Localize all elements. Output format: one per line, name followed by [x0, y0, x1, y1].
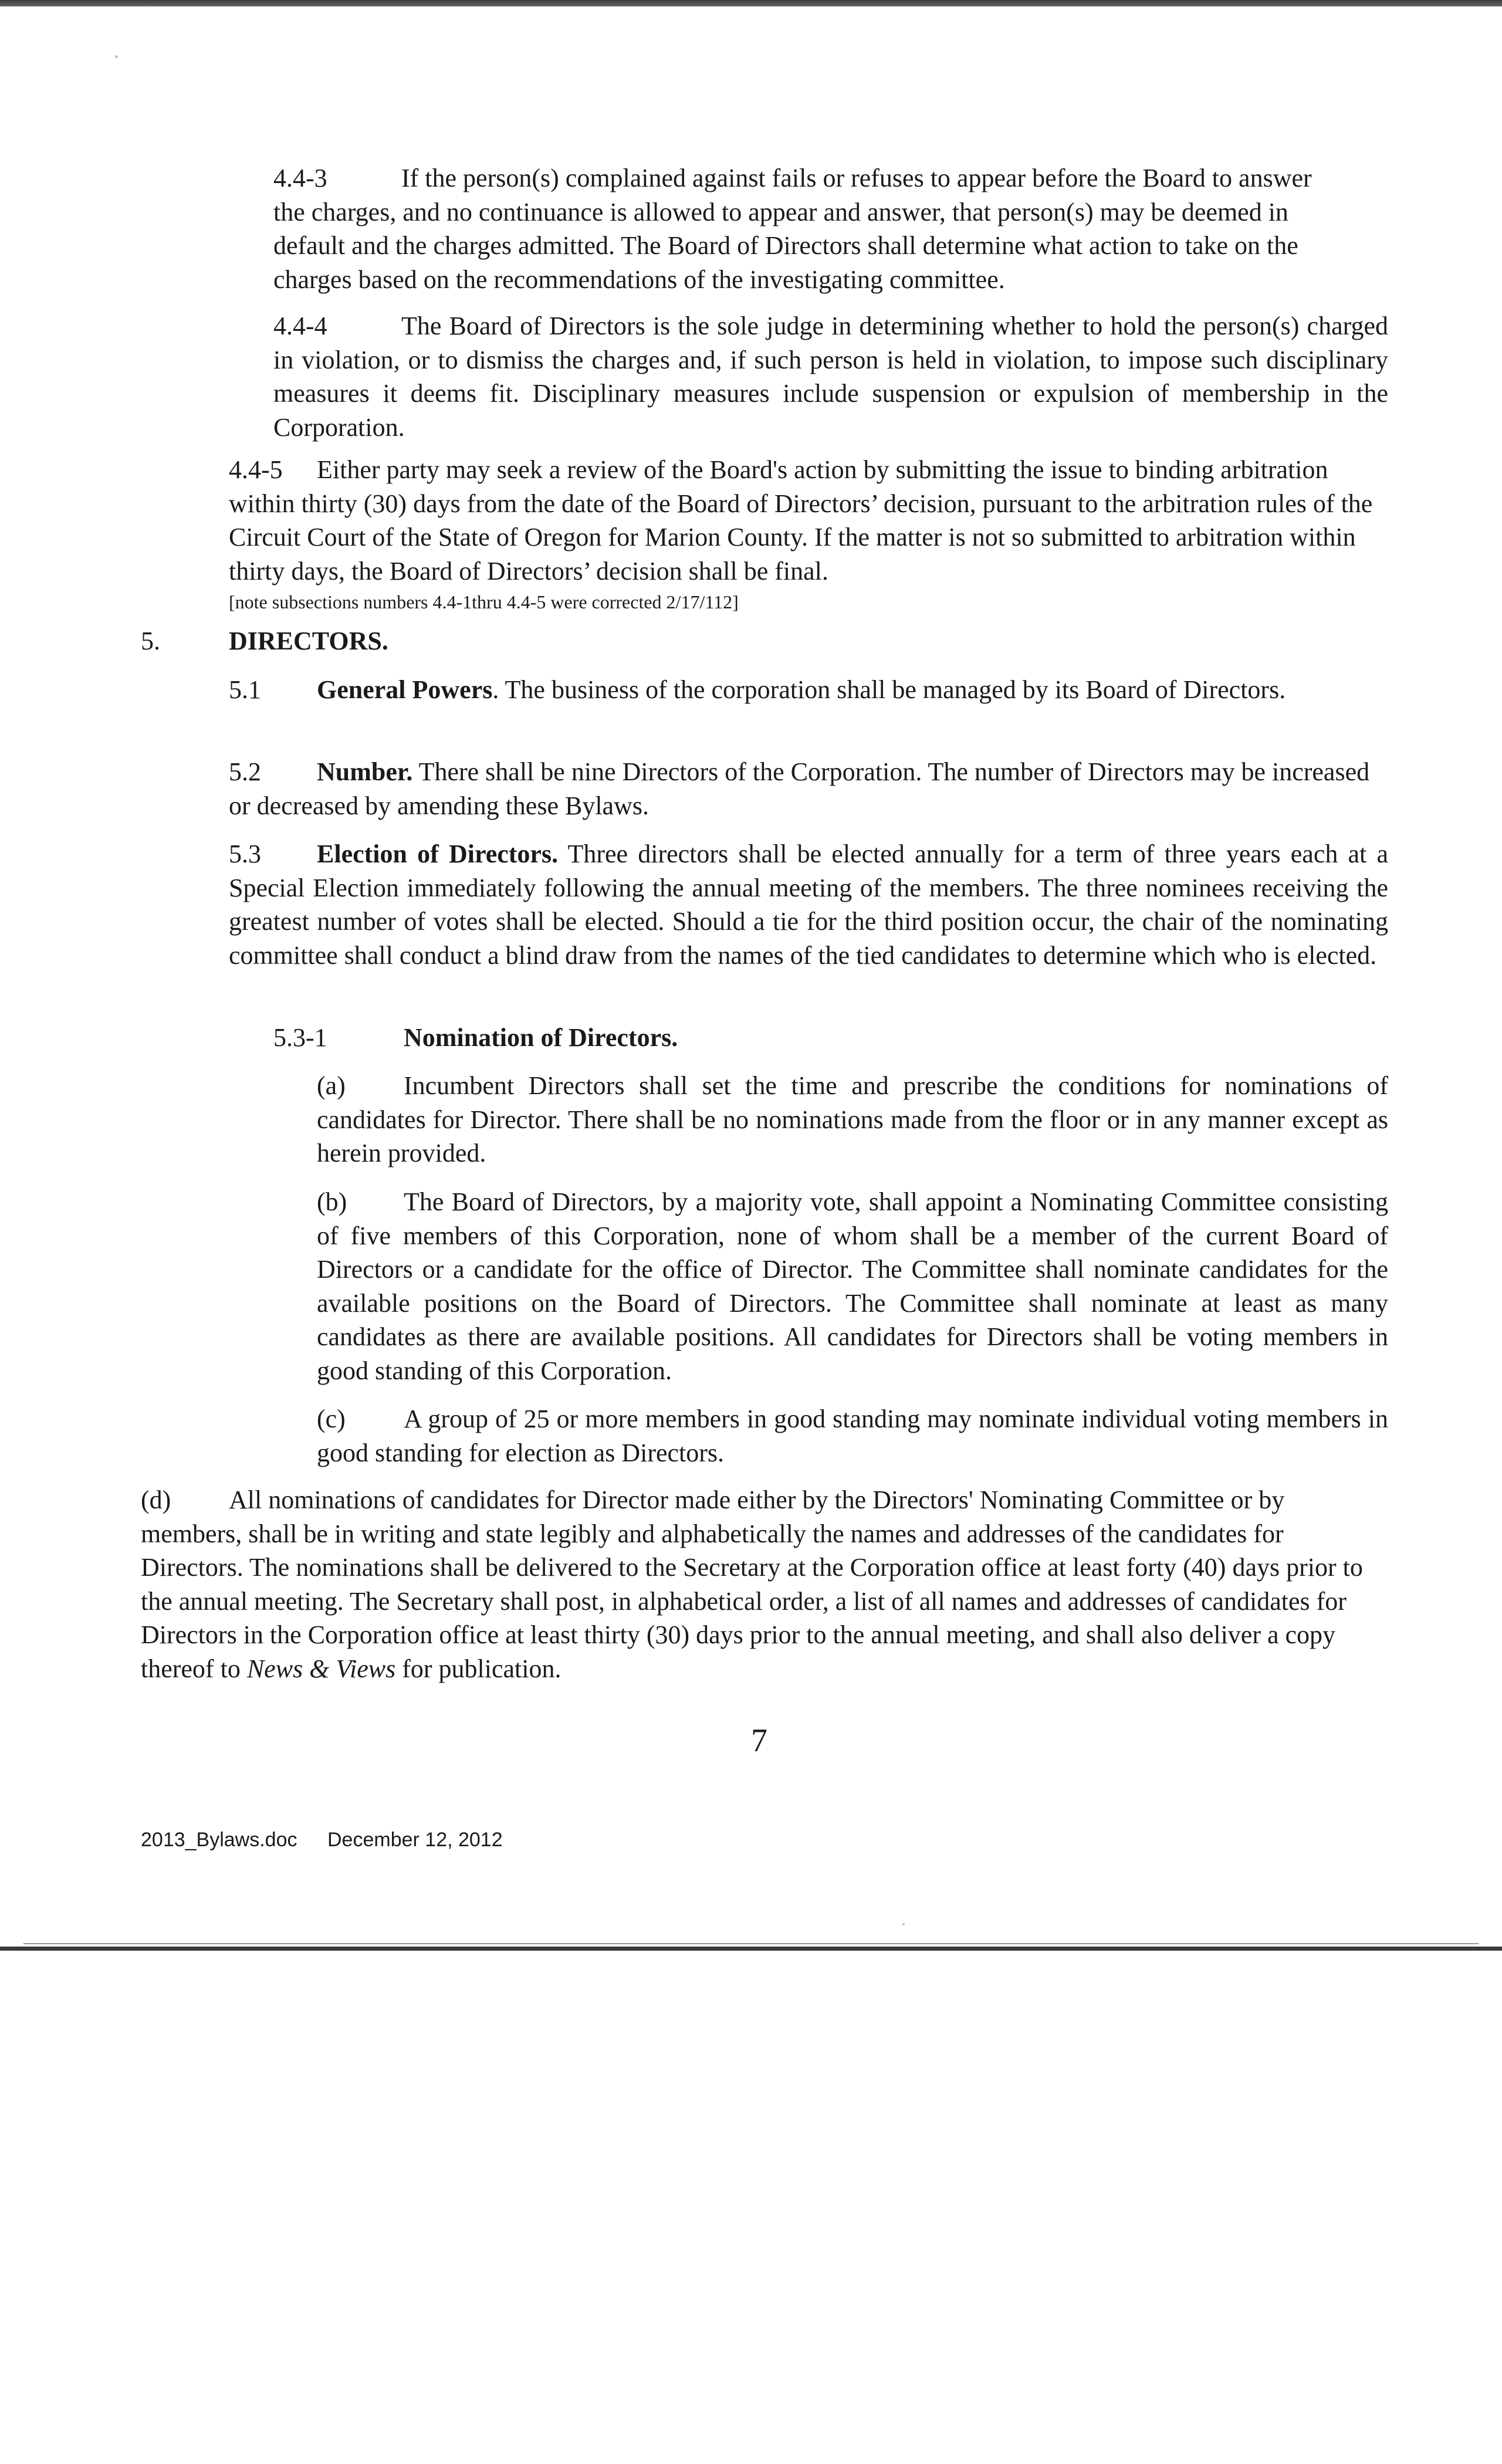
- section-5-1: [229, 673, 1388, 707]
- section-5-3-1: [273, 1021, 1212, 1055]
- publication-title: News & Views: [246, 1654, 396, 1683]
- section-5-heading: [141, 624, 845, 658]
- section-number: 5.3-1: [273, 1023, 327, 1052]
- item-label: (d): [141, 1485, 171, 1514]
- correction-note: [note subsections numbers 4.4-1thru 4.4-5 were corrected 2/17/112]: [229, 591, 739, 612]
- scan-bottom-rule-faint: [23, 1943, 1479, 1944]
- scan-speck: [902, 1923, 905, 1925]
- section-text: . The business of the corporation shall be managed by its Board of Directors.: [492, 675, 1286, 704]
- item-label: (c): [317, 1404, 346, 1433]
- scan-bottom-rule: [0, 1947, 1502, 1951]
- section-title: General Powers: [317, 675, 493, 704]
- section-number: 4.4-5: [229, 455, 283, 484]
- item-text: A group of 25 or more members in good standing may nominate individual voting members in good standing for election as Directors.: [317, 1404, 1388, 1467]
- item-text: All nominations of candidates for Director made either by the Directors' Nominating Committee or by members, shall be in writing and state legibly and alphabetically the names and addresses of the candidates for Directors. The nominations shall be delivered to the Secretary at the Corporation office at least forty (40) days prior to the annual meeting. The Secretary shall post, in alphabetical order, a list of all names and addresses of candidates for Directors in the Corporation office at least thirty (30) days prior to the annual meeting, and shall also deliver a copy thereof to: [141, 1485, 1363, 1683]
- page-number: 7: [751, 1722, 767, 1759]
- section-4-4-3: [273, 161, 1341, 296]
- section-number: 5.2: [229, 757, 261, 786]
- section-text: If the person(s) complained against fails or refuses to appear before the Board to answer the charges, and no continuance is allowed to appear and answer, that person(s) may be deemed in default and the charges admitted. The Board of Directors shall determine what action to take on the charges based on the recommendations of the investigating committee.: [273, 164, 1312, 294]
- item-c: [317, 1402, 1388, 1470]
- item-text-end: for publication.: [395, 1654, 561, 1683]
- section-title: Nomination of Directors.: [404, 1023, 678, 1052]
- item-text: The Board of Directors, by a majority vote, shall appoint a Nominating Committee consisting of five members of this Corporation, none of whom shall be a member of the current Board of Directors or a candidate for the office of Director. The Committee shall nominate candidates for the available positions on the Board of Directors. The Committee shall nominate at least as many candidates as there are available positions. All candidates for Directors shall be voting members in good standing of this Corporation.: [317, 1187, 1388, 1385]
- section-number: 4.4-3: [273, 164, 327, 192]
- item-label: (b): [317, 1187, 347, 1216]
- footer-date: December 12, 2012: [327, 1829, 503, 1851]
- footer-filename: 2013_Bylaws.doc: [141, 1829, 297, 1851]
- section-text: Either party may seek a review of the Board's action by submitting the issue to binding arbitration within thirty (30) days from the date of the Board of Directors’ decision, pursuant to the arbitration rules of the Circuit Court of the State of Oregon for Marion County. If the matter is not so submitted to arbitration within thirty days, the Board of Directors’ decision shall be final.: [229, 455, 1373, 585]
- item-b: [317, 1185, 1388, 1387]
- section-text: The Board of Directors is the sole judge in determining whether to hold the person(s) charged in violation, or to dismiss the charges and, if such person is held in violation, to impose such disciplinary measures it deems fit. Disciplinary measures include suspension or expulsion of membership in the Corporation.: [273, 312, 1388, 442]
- section-number: 4.4-4: [273, 312, 327, 340]
- scan-speck: [115, 55, 118, 58]
- section-number: 5.1: [229, 675, 261, 704]
- scan-top-edge: [0, 0, 1502, 6]
- section-5-2: [229, 755, 1388, 823]
- footer: [141, 1828, 503, 1852]
- section-4-4-5: [229, 453, 1379, 588]
- section-number: 5.: [141, 627, 160, 655]
- section-text: Three directors shall be elected annually for a term of three years each at a Special Election immediately following the annual meeting of the members. The three nominees receiving the greatest number of votes shall be elected. Should a tie for the third position occur, the chair of the nominating committee shall conduct a blind draw from the names of the tied candidates to determine which who is elected.: [229, 840, 1388, 970]
- item-d: [141, 1483, 1389, 1685]
- section-title: Election of Directors.: [317, 840, 559, 868]
- section-title: DIRECTORS.: [229, 627, 388, 655]
- section-4-4-4: [273, 309, 1388, 444]
- section-number: 5.3: [229, 840, 261, 868]
- section-5-3: [229, 837, 1388, 972]
- item-text: Incumbent Directors shall set the time and prescribe the conditions for nominations of candidates for Director. There shall be no nominations made from the floor or in any manner except as herein provided.: [317, 1071, 1388, 1167]
- section-title: Number.: [317, 757, 413, 786]
- item-a: [317, 1069, 1388, 1170]
- item-label: (a): [317, 1071, 346, 1100]
- section-text: There shall be nine Directors of the Corporation. The number of Directors may be increased or decreased by amending these Bylaws.: [229, 757, 1370, 820]
